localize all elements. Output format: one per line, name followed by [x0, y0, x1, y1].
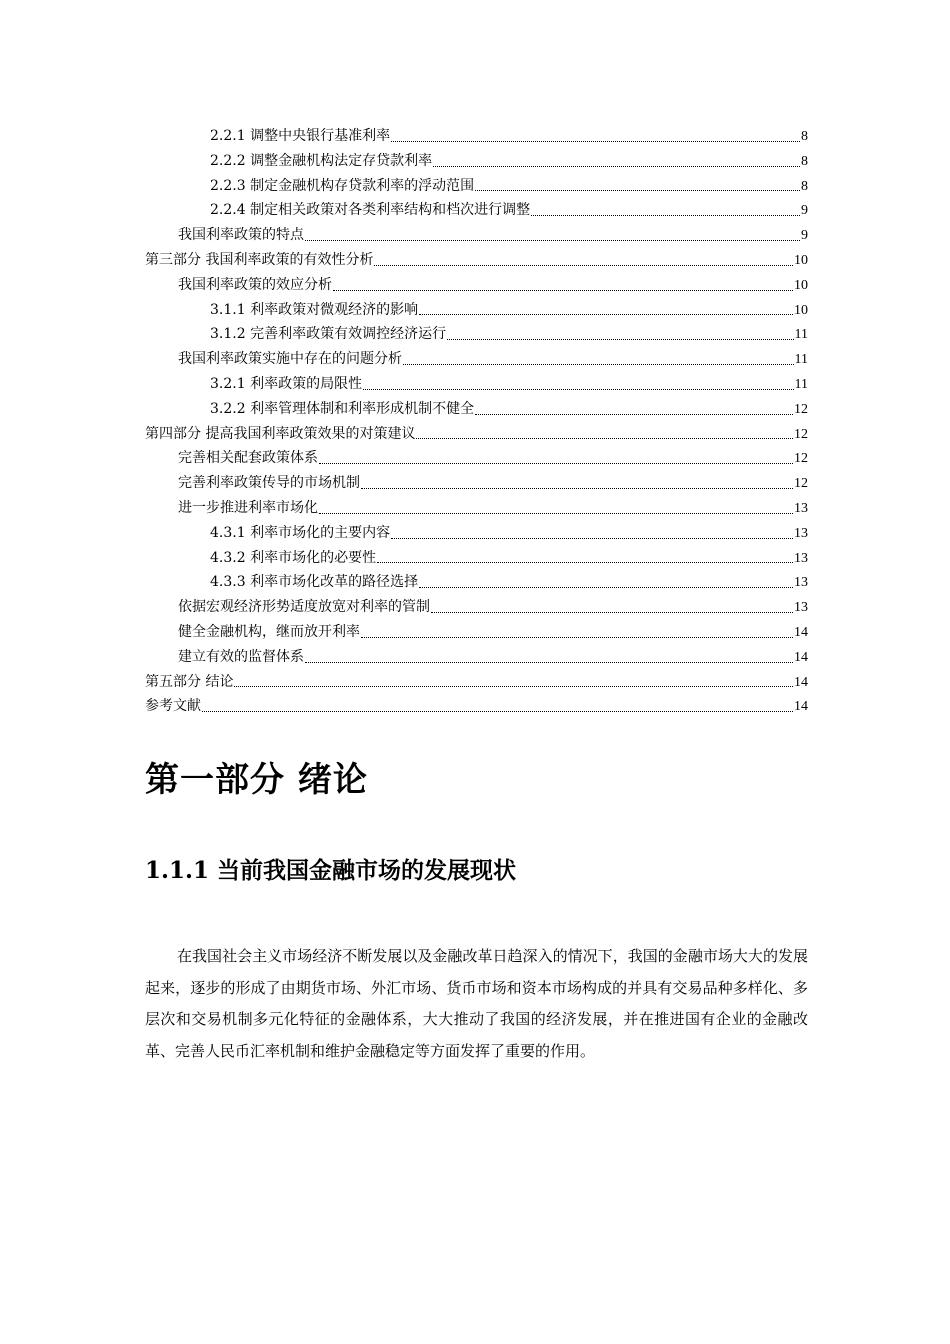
toc-entry[interactable] — [145, 422, 808, 447]
toc-leader — [361, 637, 793, 638]
toc-leader — [333, 290, 793, 291]
toc-entry-title: 我国利率政策的特点 — [178, 227, 304, 244]
toc-entry[interactable] — [145, 694, 808, 719]
toc-entry-page: 14 — [794, 674, 808, 690]
toc-entry-page: 10 — [794, 302, 808, 318]
toc-leader — [377, 562, 793, 563]
toc-entry-title: 4.3.3 利率市场化改革的路径选择 — [210, 574, 419, 591]
toc-entry[interactable] — [145, 620, 808, 645]
toc-leader — [391, 538, 793, 539]
toc-entry-title: 3.2.2 利率管理体制和利率形成机制不健全 — [210, 400, 475, 417]
toc-entry[interactable] — [145, 446, 808, 471]
toc-entry-page: 10 — [794, 277, 808, 293]
toc-entry-page: 8 — [801, 129, 808, 144]
toc-entry-title: 3.2.1 利率政策的局限性 — [210, 375, 363, 392]
toc-entry[interactable] — [145, 298, 808, 323]
toc-entry-page: 12 — [794, 401, 808, 417]
toc-entry-page: 12 — [794, 476, 808, 492]
toc-entry-title: 3.1.2 完善利率政策有效调控经济运行 — [210, 326, 447, 343]
toc-entry[interactable] — [145, 174, 808, 199]
toc-leader — [305, 240, 800, 241]
toc-leader — [531, 215, 800, 216]
toc-entry[interactable] — [145, 496, 808, 521]
toc-entry-page: 8 — [801, 178, 808, 194]
toc-leader — [361, 488, 793, 489]
toc-entry-title: 4.3.2 利率市场化的必要性 — [210, 549, 377, 566]
chapter-heading: 第一部分 绪论 — [145, 760, 368, 800]
toc-leader — [475, 414, 793, 415]
toc-entry-title: 我国利率政策实施中存在的问题分析 — [178, 351, 402, 368]
toc-entry-page: 11 — [794, 376, 808, 392]
toc-entry-title: 4.3.1 利率市场化的主要内容 — [210, 524, 391, 541]
toc-entry-title: 2.2.2 调整金融机构法定存贷款利率 — [210, 152, 433, 169]
toc-entry-page: 14 — [794, 649, 808, 665]
section-heading: 1.1.1 当前我国金融市场的发展现状 — [145, 857, 517, 884]
toc-entry-page: 9 — [801, 228, 808, 244]
toc-entry-page: 13 — [794, 575, 808, 591]
toc-entry[interactable] — [145, 149, 808, 174]
toc-entry-page: 14 — [794, 699, 808, 715]
toc-leader — [234, 686, 793, 687]
toc-entry[interactable] — [145, 521, 808, 546]
toc-entry-title: 第三部分 我国利率政策的有效性分析 — [145, 251, 374, 268]
toc-leader — [202, 711, 793, 712]
toc-leader — [403, 364, 794, 365]
toc-leader — [391, 141, 800, 142]
toc-leader — [363, 389, 793, 390]
table-of-contents — [145, 124, 808, 719]
toc-entry-title: 完善利率政策传导的市场机制 — [178, 475, 360, 492]
toc-leader — [419, 314, 793, 315]
toc-leader — [416, 438, 793, 439]
toc-leader — [319, 513, 793, 514]
toc-entry-title: 健全金融机构，继而放开利率 — [178, 623, 360, 640]
toc-entry[interactable] — [145, 595, 808, 620]
toc-leader — [419, 587, 793, 588]
toc-entry[interactable] — [145, 645, 808, 670]
toc-leader — [433, 166, 800, 167]
toc-entry-page: 12 — [794, 426, 808, 442]
toc-entry[interactable] — [145, 223, 808, 248]
toc-entry[interactable] — [145, 124, 808, 149]
toc-leader — [319, 463, 793, 464]
toc-entry[interactable] — [145, 248, 808, 273]
toc-leader — [447, 339, 793, 340]
toc-entry-page: 14 — [794, 624, 808, 640]
toc-entry-page: 13 — [794, 600, 808, 616]
toc-entry-page: 13 — [794, 525, 808, 541]
toc-entry-title: 依据宏观经济形势适度放宽对利率的管制 — [178, 599, 430, 616]
toc-entry-page: 12 — [794, 451, 808, 467]
toc-entry-title: 2.2.4 制定相关政策对各类利率结构和档次进行调整 — [210, 202, 531, 219]
toc-entry-title: 2.2.1 调整中央银行基准利率 — [210, 128, 391, 144]
toc-entry-title: 进一步推进利率市场化 — [178, 499, 318, 516]
toc-leader — [305, 662, 793, 663]
toc-entry-title: 第五部分 结论 — [145, 673, 234, 690]
toc-entry[interactable] — [145, 546, 808, 571]
body-paragraph: 在我国社会主义市场经济不断发展以及金融改革日趋深入的情况下，我国的金融市场大大的发展起来，逐步的形成了由期货市场、外汇市场、货币市场和资本市场构成的并具有交易品种多样化、多层次和交易机制多元化特征的金融体系，大大推动了我国的经济发展，并在推进国有企业的金融改革、完善人民币汇率机制和维护金融稳定等方面发挥了重要的作用。 — [145, 947, 808, 1060]
toc-leader — [475, 190, 800, 191]
toc-entry-page: 11 — [794, 327, 808, 343]
toc-entry-title: 第四部分 提高我国利率政策效果的对策建议 — [145, 425, 416, 442]
toc-entry-page: 9 — [801, 203, 808, 219]
toc-entry[interactable] — [145, 397, 808, 422]
toc-entry-page: 8 — [801, 153, 808, 169]
toc-entry[interactable] — [145, 670, 808, 695]
toc-leader — [431, 612, 793, 613]
toc-entry[interactable] — [145, 347, 808, 372]
toc-entry-page: 13 — [794, 550, 808, 566]
toc-entry-title: 参考文献 — [145, 698, 201, 715]
toc-entry[interactable] — [145, 273, 808, 298]
toc-leader — [374, 265, 793, 266]
toc-entry-title: 3.1.1 利率政策对微观经济的影响 — [210, 301, 419, 318]
toc-entry[interactable] — [145, 322, 808, 347]
toc-entry[interactable] — [145, 471, 808, 496]
toc-entry-title: 完善相关配套政策体系 — [178, 450, 318, 467]
toc-entry[interactable] — [145, 198, 808, 223]
toc-entry-page: 11 — [794, 352, 808, 368]
toc-entry-page: 10 — [794, 252, 808, 268]
toc-entry-page: 13 — [794, 500, 808, 516]
toc-entry[interactable] — [145, 372, 808, 397]
toc-entry[interactable] — [145, 570, 808, 595]
toc-entry-title: 我国利率政策的效应分析 — [178, 276, 332, 293]
toc-entry-title: 建立有效的监督体系 — [178, 648, 304, 665]
toc-entry-title: 2.2.3 制定金融机构存贷款利率的浮动范围 — [210, 177, 475, 194]
